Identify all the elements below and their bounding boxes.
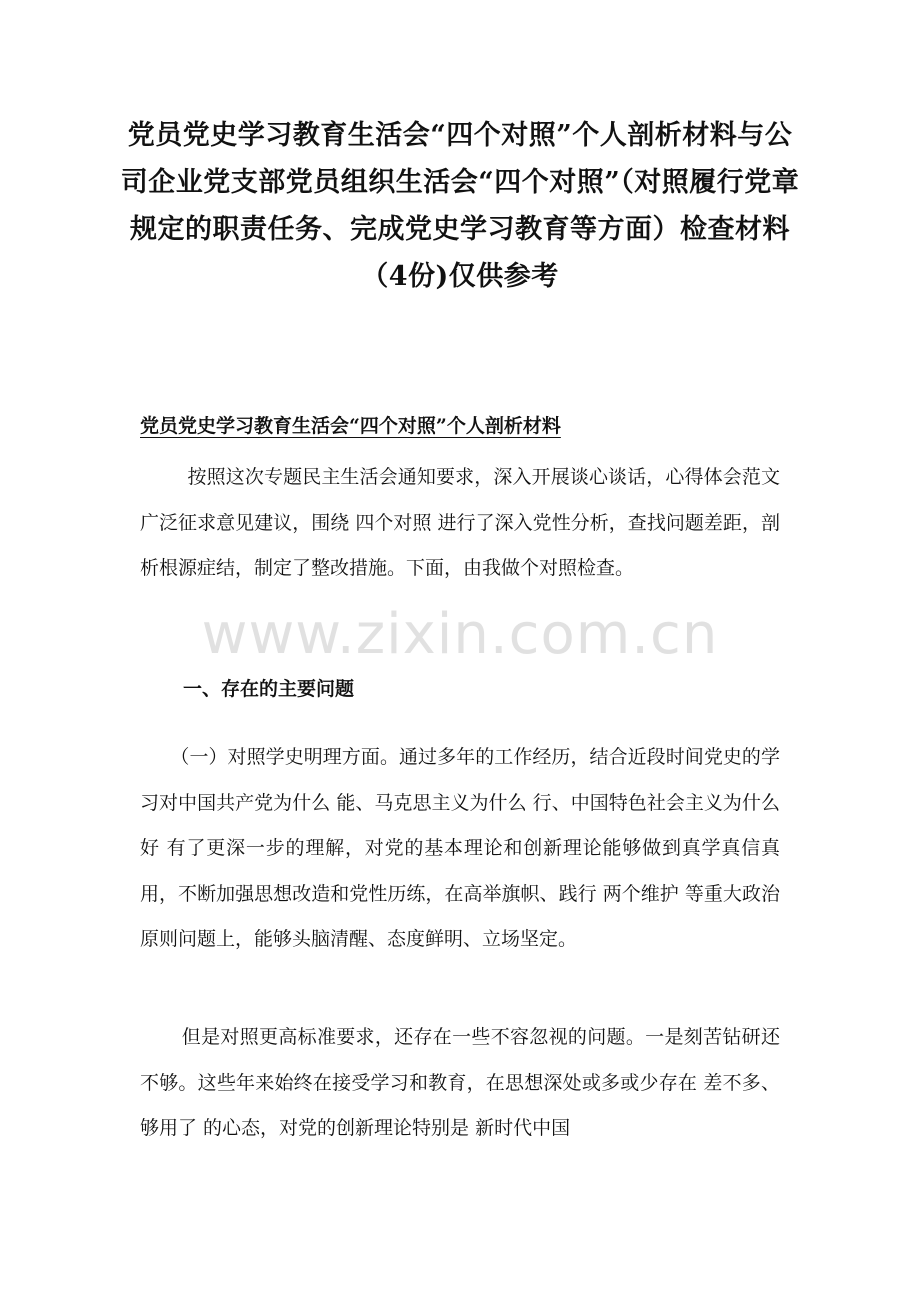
intro-paragraph: 按照这次专题民主生活会通知要求，深入开展谈心谈话，心得体会范文广泛征求意见建议，围绕 四个对照 进行了深入党性分析，查找问题差距，剖析根源症结，制定了整改措施。下面，由我做个对照检查。 — [140, 466, 780, 579]
watermark-text: www.zixin.com.cn — [201, 602, 719, 667]
section-one-heading: 一、存在的主要问题 — [183, 678, 355, 700]
paragraph-one: （一）对照学史明理方面。通过多年的工作经历，结合近段时间党史的学习对中国共产党为什么 能、马克思主义为什么 行、中国特色社会主义为什么 好 有了更深一步的理解，对党的基本理论和创新理论能够做到真学真信真用，不断加强思想改造和党性历练，在高举旗帜、践行 两个维护 等重大政治原则问题上，能够头脑清醒、态度鲜明、立场坚定。 — [140, 746, 780, 950]
paragraph-two: 但是对照更高标准要求，还存在一些不容忽视的问题。一是刻苦钻研还不够。这些年来始终在接受学习和教育，在思想深处或多或少存在 差不多、够用了 的心态，对党的创新理论特别是 新时代中国 — [140, 1026, 780, 1139]
section-heading: 党员党史学习教育生活会“四个对照”个人剖析材料 — [140, 415, 561, 437]
document-title: 党员党史学习教育生活会“四个对照”个人剖析材料与公司企业党支部党员组织生活会“四个对照”（对照履行党章规定的职责任务、完成党史学习教育等方面）检查材料（4份)仅供参考 — [120, 120, 800, 292]
